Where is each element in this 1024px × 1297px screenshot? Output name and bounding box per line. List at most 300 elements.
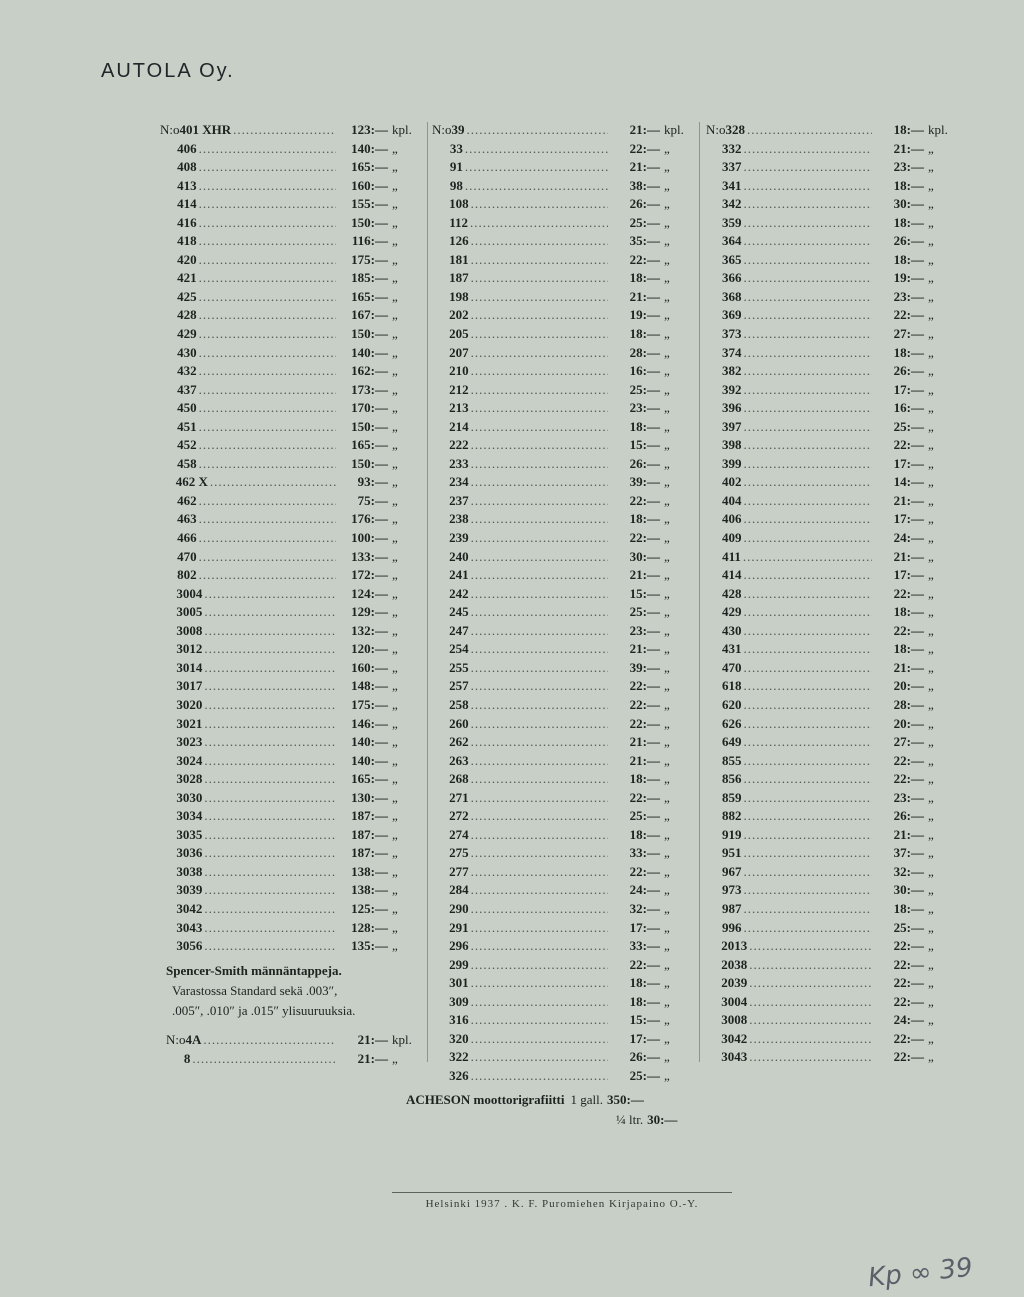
leader-dots: [471, 1030, 608, 1049]
price-row: [706, 826, 958, 845]
price-row: [432, 121, 694, 140]
price-row: [160, 140, 422, 159]
leader-dots: [744, 603, 873, 622]
part-number: 247: [449, 622, 469, 638]
part-number: 112: [449, 214, 468, 230]
unit: „: [928, 585, 934, 601]
unit: „: [664, 1067, 670, 1083]
part-number: 212: [449, 381, 469, 397]
price: 30:—: [893, 196, 924, 212]
price-row: [160, 566, 422, 585]
price: 18:—: [629, 975, 660, 991]
price: 15:—: [629, 437, 660, 453]
unit: „: [928, 641, 934, 657]
unit: „: [928, 381, 934, 397]
unit: „: [664, 993, 670, 1009]
part-number: 401 XHR: [179, 122, 232, 137]
price-row: [706, 677, 958, 696]
price: 23:—: [893, 159, 924, 175]
leader-dots: [471, 232, 608, 251]
leader-dots: [199, 306, 336, 325]
price-row: [706, 900, 958, 919]
price-row: [432, 585, 694, 604]
price: 18:—: [893, 344, 924, 360]
unit: „: [928, 789, 934, 805]
price-row: [160, 881, 422, 900]
unit: „: [392, 140, 398, 156]
unit: „: [664, 678, 670, 694]
price: 25:—: [629, 808, 660, 824]
part-number: 3035: [176, 826, 203, 842]
leader-dots: [199, 158, 336, 177]
part-number: 425: [177, 288, 197, 304]
price: 17:—: [893, 381, 924, 397]
part-number: 368: [722, 288, 742, 304]
price: 21:—: [629, 734, 660, 750]
unit: „: [392, 437, 398, 453]
part-number: 882: [722, 808, 742, 824]
leader-dots: [471, 826, 608, 845]
price-row: [706, 863, 958, 882]
leader-dots: [204, 640, 336, 659]
spencer-smith-section: [166, 961, 431, 1021]
leader-dots: [744, 919, 873, 938]
price: 138:—: [351, 863, 388, 879]
unit: „: [664, 177, 670, 193]
price-row: [432, 344, 694, 363]
price-row: [706, 696, 958, 715]
unit: „: [664, 900, 670, 916]
leader-dots: [744, 659, 873, 678]
unit: „: [392, 696, 398, 712]
part-number: 396: [722, 400, 742, 416]
unit: „: [392, 400, 398, 416]
part-number: 205: [449, 326, 469, 342]
part-number: 254: [449, 641, 469, 657]
price: 17:—: [629, 919, 660, 935]
price: 22:—: [629, 863, 660, 879]
unit: „: [392, 1050, 398, 1066]
price-row: [432, 399, 694, 418]
unit: „: [664, 622, 670, 638]
unit: „: [664, 474, 670, 490]
price-row: [706, 919, 958, 938]
part-number: 202: [449, 307, 469, 323]
leader-dots: [471, 399, 608, 418]
price: 23:—: [629, 622, 660, 638]
part-number: 463: [177, 511, 197, 527]
price-row: [706, 566, 958, 585]
part-number: 322: [449, 1049, 469, 1065]
price-row: [706, 399, 958, 418]
price-row: [706, 455, 958, 474]
price: 37:—: [893, 845, 924, 861]
leader-dots: [199, 325, 336, 344]
spencer-line-1: Varastossa Standard sekä .003″,: [172, 983, 338, 998]
part-number: 618: [722, 678, 742, 694]
price-row: [706, 548, 958, 567]
price-row: [160, 752, 422, 771]
unit: „: [664, 1049, 670, 1065]
price-row: [160, 121, 422, 140]
unit: „: [392, 659, 398, 675]
price: 21:—: [629, 641, 660, 657]
price-row: [160, 177, 422, 196]
part-number: 126: [449, 233, 469, 249]
leader-dots: [744, 177, 873, 196]
part-number: 996: [722, 919, 742, 935]
price-row: [160, 770, 422, 789]
price: 150:—: [351, 418, 388, 434]
leader-dots: [465, 177, 608, 196]
price: 35:—: [629, 233, 660, 249]
part-number: 301: [449, 975, 469, 991]
price-row: [160, 214, 422, 233]
leader-dots: [470, 214, 608, 233]
price-row: [432, 603, 694, 622]
price: 21:—: [629, 122, 660, 137]
leader-dots: [471, 659, 608, 678]
price-row: [166, 1031, 422, 1050]
price: 172:—: [351, 567, 388, 583]
part-number: 414: [722, 567, 742, 583]
price-row: [432, 770, 694, 789]
price: 22:—: [893, 622, 924, 638]
price: 160:—: [351, 177, 388, 193]
price: 26:—: [629, 196, 660, 212]
leader-dots: [471, 993, 608, 1012]
price-row: [706, 974, 958, 993]
price: 22:—: [893, 437, 924, 453]
leader-dots: [204, 715, 336, 734]
price-row: [432, 548, 694, 567]
leader-dots: [471, 696, 608, 715]
leader-dots: [471, 677, 608, 696]
unit: „: [392, 938, 398, 954]
price-row: [706, 585, 958, 604]
price: 130:—: [351, 789, 388, 805]
price: 140:—: [351, 140, 388, 156]
part-number: 3014: [176, 659, 203, 675]
price: 24:—: [893, 1012, 924, 1028]
part-number: 369: [722, 307, 742, 323]
part-number: 213: [449, 400, 469, 416]
price: 20:—: [893, 715, 924, 731]
price-row: [160, 473, 422, 492]
price-row: [706, 362, 958, 381]
price: 75:—: [357, 492, 388, 508]
price-row: [706, 529, 958, 548]
number-label: N:o: [160, 122, 180, 137]
price: 187:—: [351, 826, 388, 842]
price-row: [706, 288, 958, 307]
part-number: 432: [177, 363, 197, 379]
unit: „: [664, 789, 670, 805]
unit: „: [392, 826, 398, 842]
price: 187:—: [351, 808, 388, 824]
part-number: 620: [722, 696, 742, 712]
price-row: [160, 919, 422, 938]
number-label: N:o: [432, 122, 452, 137]
part-number: 365: [722, 251, 742, 267]
unit: „: [928, 752, 934, 768]
price: 25:—: [629, 381, 660, 397]
unit: „: [664, 734, 670, 750]
unit: „: [928, 530, 934, 546]
price-row: [160, 585, 422, 604]
leader-dots: [744, 399, 873, 418]
leader-dots: [204, 733, 336, 752]
price: 23:—: [893, 789, 924, 805]
part-number: 987: [722, 900, 742, 916]
unit: „: [664, 455, 670, 471]
unit: „: [928, 177, 934, 193]
unit: kpl.: [664, 122, 684, 137]
leader-dots: [744, 306, 873, 325]
price-row: [432, 937, 694, 956]
unit: „: [928, 400, 934, 416]
leader-dots: [204, 659, 336, 678]
part-number: 263: [449, 752, 469, 768]
price: 100:—: [351, 530, 388, 546]
leader-dots: [744, 455, 873, 474]
unit: „: [928, 845, 934, 861]
price-row: [160, 195, 422, 214]
leader-dots: [749, 956, 872, 975]
leader-dots: [744, 510, 873, 529]
price-row: [160, 548, 422, 567]
price: 21:—: [893, 548, 924, 564]
part-number: 3004: [721, 993, 748, 1009]
price: 22:—: [629, 140, 660, 156]
price-row: [706, 844, 958, 863]
price: 26:—: [893, 233, 924, 249]
leader-dots: [749, 974, 872, 993]
leader-dots: [471, 603, 608, 622]
price: 17:—: [893, 567, 924, 583]
price-row: [432, 752, 694, 771]
price: 125:—: [351, 900, 388, 916]
unit: „: [928, 363, 934, 379]
leader-dots: [471, 789, 608, 808]
leader-dots: [204, 696, 336, 715]
price: 175:—: [351, 696, 388, 712]
price: 22:—: [893, 993, 924, 1009]
unit: „: [928, 418, 934, 434]
part-number: 402: [722, 474, 742, 490]
price: 21:—: [893, 659, 924, 675]
price-row: [706, 1030, 958, 1049]
leader-dots: [744, 251, 873, 270]
part-number: 320: [449, 1030, 469, 1046]
price: 39:—: [629, 659, 660, 675]
unit: „: [928, 455, 934, 471]
unit: „: [392, 214, 398, 230]
price-row: [706, 603, 958, 622]
part-number: 198: [449, 288, 469, 304]
price-row: [706, 473, 958, 492]
price-row: [432, 1030, 694, 1049]
price: 17:—: [893, 455, 924, 471]
leader-dots: [204, 863, 336, 882]
unit: „: [664, 251, 670, 267]
unit: „: [928, 307, 934, 323]
leader-dots: [471, 863, 608, 882]
price: 21:—: [357, 1050, 388, 1066]
price: 18:—: [893, 641, 924, 657]
price-row: [160, 826, 422, 845]
part-number: 3038: [176, 863, 203, 879]
price-row: [432, 381, 694, 400]
leader-dots: [471, 510, 608, 529]
leader-dots: [199, 251, 336, 270]
price: 22:—: [629, 678, 660, 694]
price-row: [706, 770, 958, 789]
part-number: 3024: [176, 752, 203, 768]
price-row: [706, 956, 958, 975]
leader-dots: [204, 881, 336, 900]
price-row: [160, 418, 422, 437]
unit: „: [664, 845, 670, 861]
price-row: [432, 696, 694, 715]
unit: „: [928, 1049, 934, 1065]
unit: „: [392, 622, 398, 638]
unit: „: [664, 752, 670, 768]
leader-dots: [199, 344, 336, 363]
part-number: 3005: [176, 604, 203, 620]
part-number: 428: [177, 307, 197, 323]
leader-dots: [744, 473, 873, 492]
unit: kpl.: [392, 1032, 412, 1047]
unit: „: [392, 548, 398, 564]
leader-dots: [744, 195, 873, 214]
spencer-line-2: .005″, .010″ ja .015″ ylisuuruuksia.: [172, 1003, 356, 1018]
unit: „: [928, 678, 934, 694]
part-number: 967: [722, 863, 742, 879]
leader-dots: [471, 640, 608, 659]
leader-dots: [471, 473, 608, 492]
unit: „: [664, 381, 670, 397]
price: 21:—: [893, 826, 924, 842]
leader-dots: [471, 1048, 608, 1067]
part-number: 33: [449, 140, 463, 156]
unit: „: [928, 900, 934, 916]
leader-dots: [744, 214, 873, 233]
leader-dots: [744, 232, 873, 251]
unit: „: [392, 734, 398, 750]
unit: „: [664, 196, 670, 212]
part-number: 973: [722, 882, 742, 898]
part-number: 290: [449, 900, 469, 916]
price-row: [160, 789, 422, 808]
price-row: [706, 640, 958, 659]
unit: „: [392, 900, 398, 916]
leader-dots: [744, 140, 873, 159]
part-number: 332: [722, 140, 742, 156]
price-row: [160, 659, 422, 678]
price-row: [706, 807, 958, 826]
leader-dots: [744, 733, 873, 752]
price: 22:—: [893, 1049, 924, 1065]
leader-dots: [471, 715, 608, 734]
price: 124:—: [351, 585, 388, 601]
leader-dots: [199, 140, 336, 159]
leader-dots: [471, 937, 608, 956]
price: 16:—: [893, 400, 924, 416]
part-number: 411: [722, 548, 741, 564]
unit: „: [928, 196, 934, 212]
unit: „: [392, 251, 398, 267]
price: 23:—: [893, 288, 924, 304]
unit: „: [928, 437, 934, 453]
price: 25:—: [629, 1067, 660, 1083]
leader-dots: [744, 844, 873, 863]
price-row: [432, 418, 694, 437]
unit: „: [928, 771, 934, 787]
unit: „: [928, 567, 934, 583]
price: 21:—: [629, 567, 660, 583]
price-row: [432, 715, 694, 734]
leader-dots: [199, 492, 336, 511]
price-column-1: [160, 121, 422, 956]
price: 140:—: [351, 752, 388, 768]
unit: „: [928, 993, 934, 1009]
price: 32:—: [629, 900, 660, 916]
price-row: [432, 251, 694, 270]
unit: „: [664, 233, 670, 249]
price: 26:—: [893, 363, 924, 379]
leader-dots: [199, 195, 336, 214]
leader-dots: [204, 789, 336, 808]
part-number: 399: [722, 455, 742, 471]
part-number: 3043: [176, 919, 203, 935]
part-number: 284: [449, 882, 469, 898]
price-row: [160, 455, 422, 474]
leader-dots: [744, 529, 873, 548]
unit: „: [392, 233, 398, 249]
price: 155:—: [351, 196, 388, 212]
leader-dots: [471, 362, 608, 381]
unit: „: [928, 233, 934, 249]
part-number: 437: [177, 381, 197, 397]
leader-dots: [749, 1048, 872, 1067]
unit: „: [392, 474, 398, 490]
price: 150:—: [351, 455, 388, 471]
part-number: 237: [449, 492, 469, 508]
price-row: [432, 232, 694, 251]
price: 22:—: [893, 585, 924, 601]
part-number: 626: [722, 715, 742, 731]
part-number: 3004: [176, 585, 203, 601]
leader-dots: [471, 269, 608, 288]
acheson-price-2: 30:—: [647, 1112, 678, 1127]
unit: „: [392, 882, 398, 898]
price-row: [160, 937, 422, 956]
unit: „: [928, 511, 934, 527]
leader-dots: [744, 696, 873, 715]
price-row: [432, 269, 694, 288]
unit: „: [392, 511, 398, 527]
unit: „: [392, 919, 398, 935]
leader-dots: [744, 622, 873, 641]
price-row: [706, 158, 958, 177]
unit: „: [664, 567, 670, 583]
price-row: [160, 510, 422, 529]
leader-dots: [199, 177, 336, 196]
unit: „: [392, 177, 398, 193]
part-number: 3017: [176, 678, 203, 694]
price-row: [160, 696, 422, 715]
